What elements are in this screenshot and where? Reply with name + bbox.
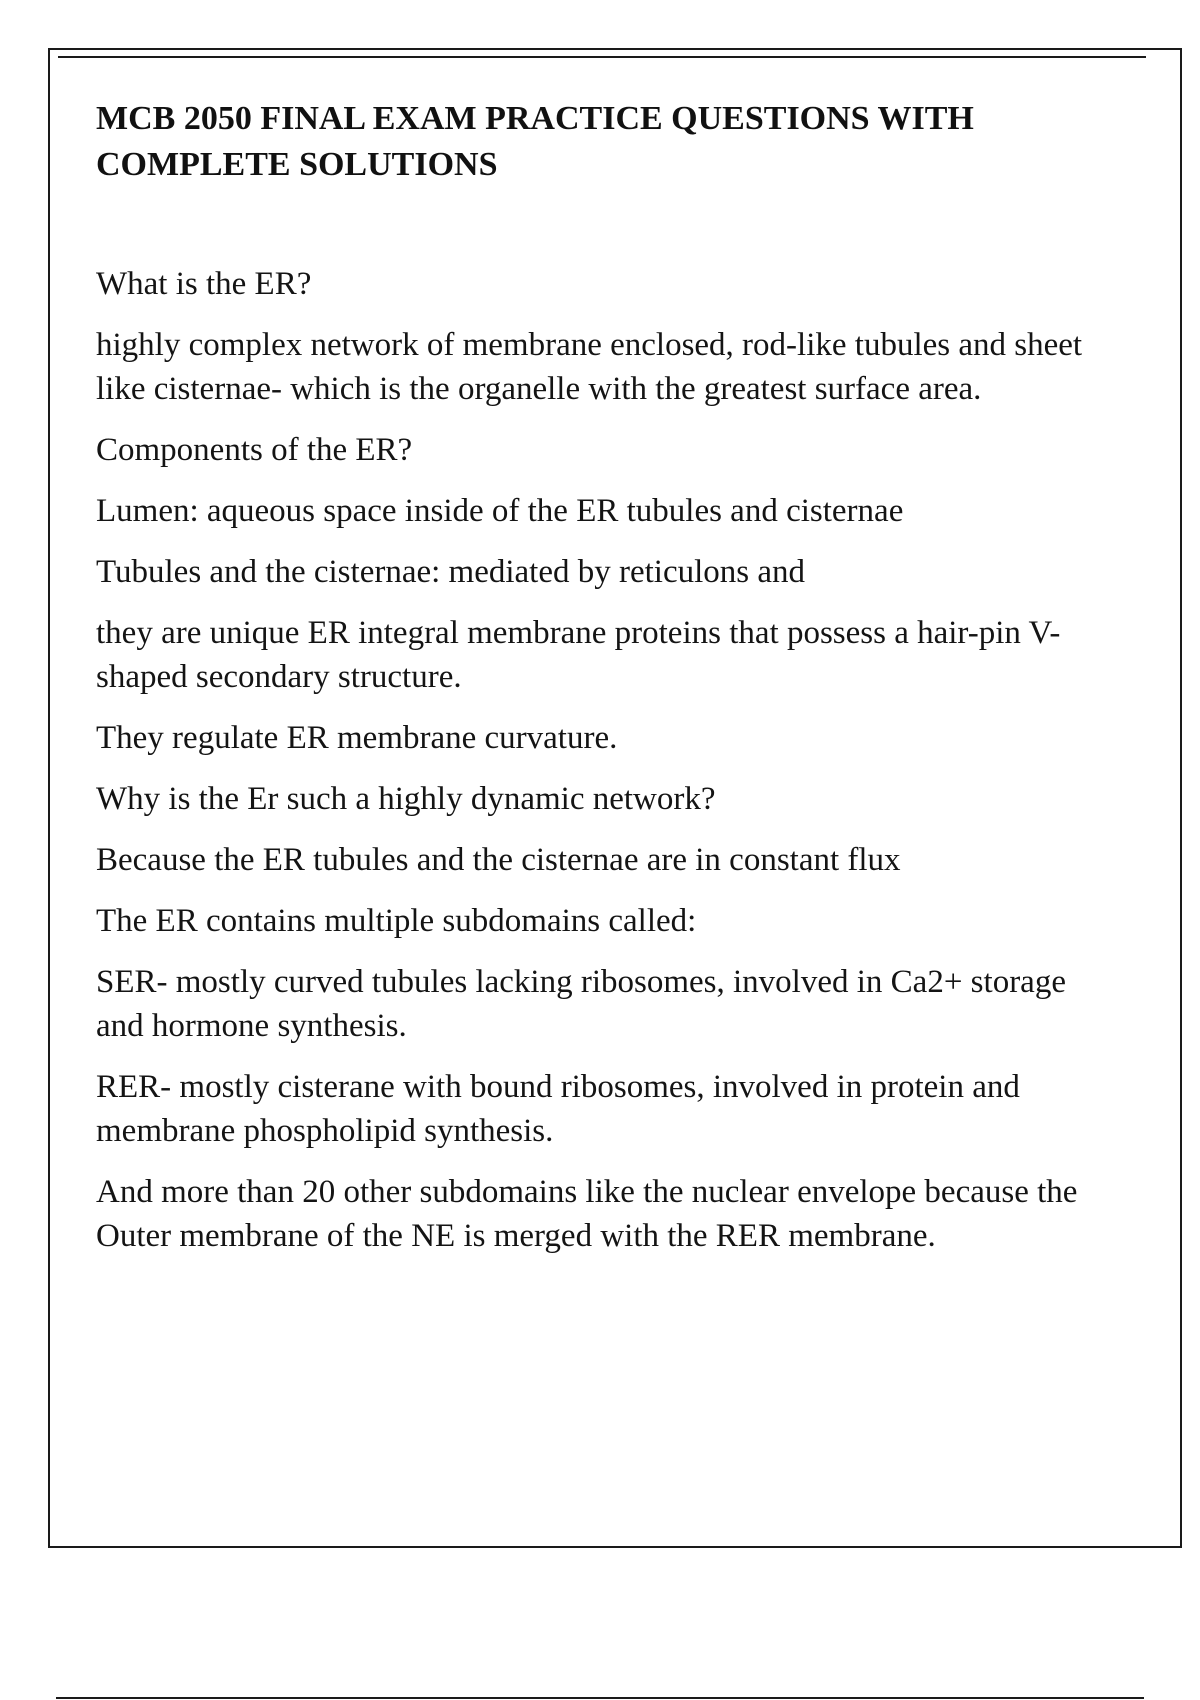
answer-dynamic-network: Because the ER tubules and the cisternae are in constant flux xyxy=(96,842,901,878)
question-subdomains: The ER contains multiple subdomains called: xyxy=(96,903,697,939)
answer-ser: SER- mostly curved tubules lacking ribosomes, involved in Ca2+ storage and hormone synthesis. xyxy=(96,964,1066,1044)
document-body xyxy=(96,262,1086,1275)
answer-lumen: Lumen: aqueous space inside of the ER tubules and cisternae xyxy=(96,493,904,529)
question-what-is-er: What is the ER? xyxy=(96,266,312,302)
answer-tubules-cisternae: Tubules and the cisternae: mediated by reticulons and xyxy=(96,554,806,590)
document-title-line-1: MCB 2050 FINAL EXAM PRACTICE QUESTIONS WITH xyxy=(96,100,974,137)
answer-reticulons: they are unique ER integral membrane proteins that possess a hair-pin V-shaped secondary structure. xyxy=(96,615,1061,695)
answer-curvature: They regulate ER membrane curvature. xyxy=(96,720,618,756)
top-rule xyxy=(58,56,1146,58)
answer-other-subdomains: And more than 20 other subdomains like the nuclear envelope because the Outer membrane of the NE is merged with the RER membrane. xyxy=(96,1174,1078,1254)
document-title-line-2: COMPLETE SOLUTIONS xyxy=(96,146,498,183)
document-title xyxy=(96,96,1096,188)
answer-what-is-er: highly complex network of membrane enclosed, rod-like tubules and sheet like cisternae- which is the organelle with the greatest surface area. xyxy=(96,327,1083,407)
question-components-of-er: Components of the ER? xyxy=(96,432,413,468)
question-dynamic-network: Why is the Er such a highly dynamic network? xyxy=(96,781,716,817)
bottom-rule xyxy=(56,1697,1144,1699)
answer-rer: RER- mostly cisterane with bound ribosomes, involved in protein and membrane phospholipid synthesis. xyxy=(96,1069,1020,1149)
